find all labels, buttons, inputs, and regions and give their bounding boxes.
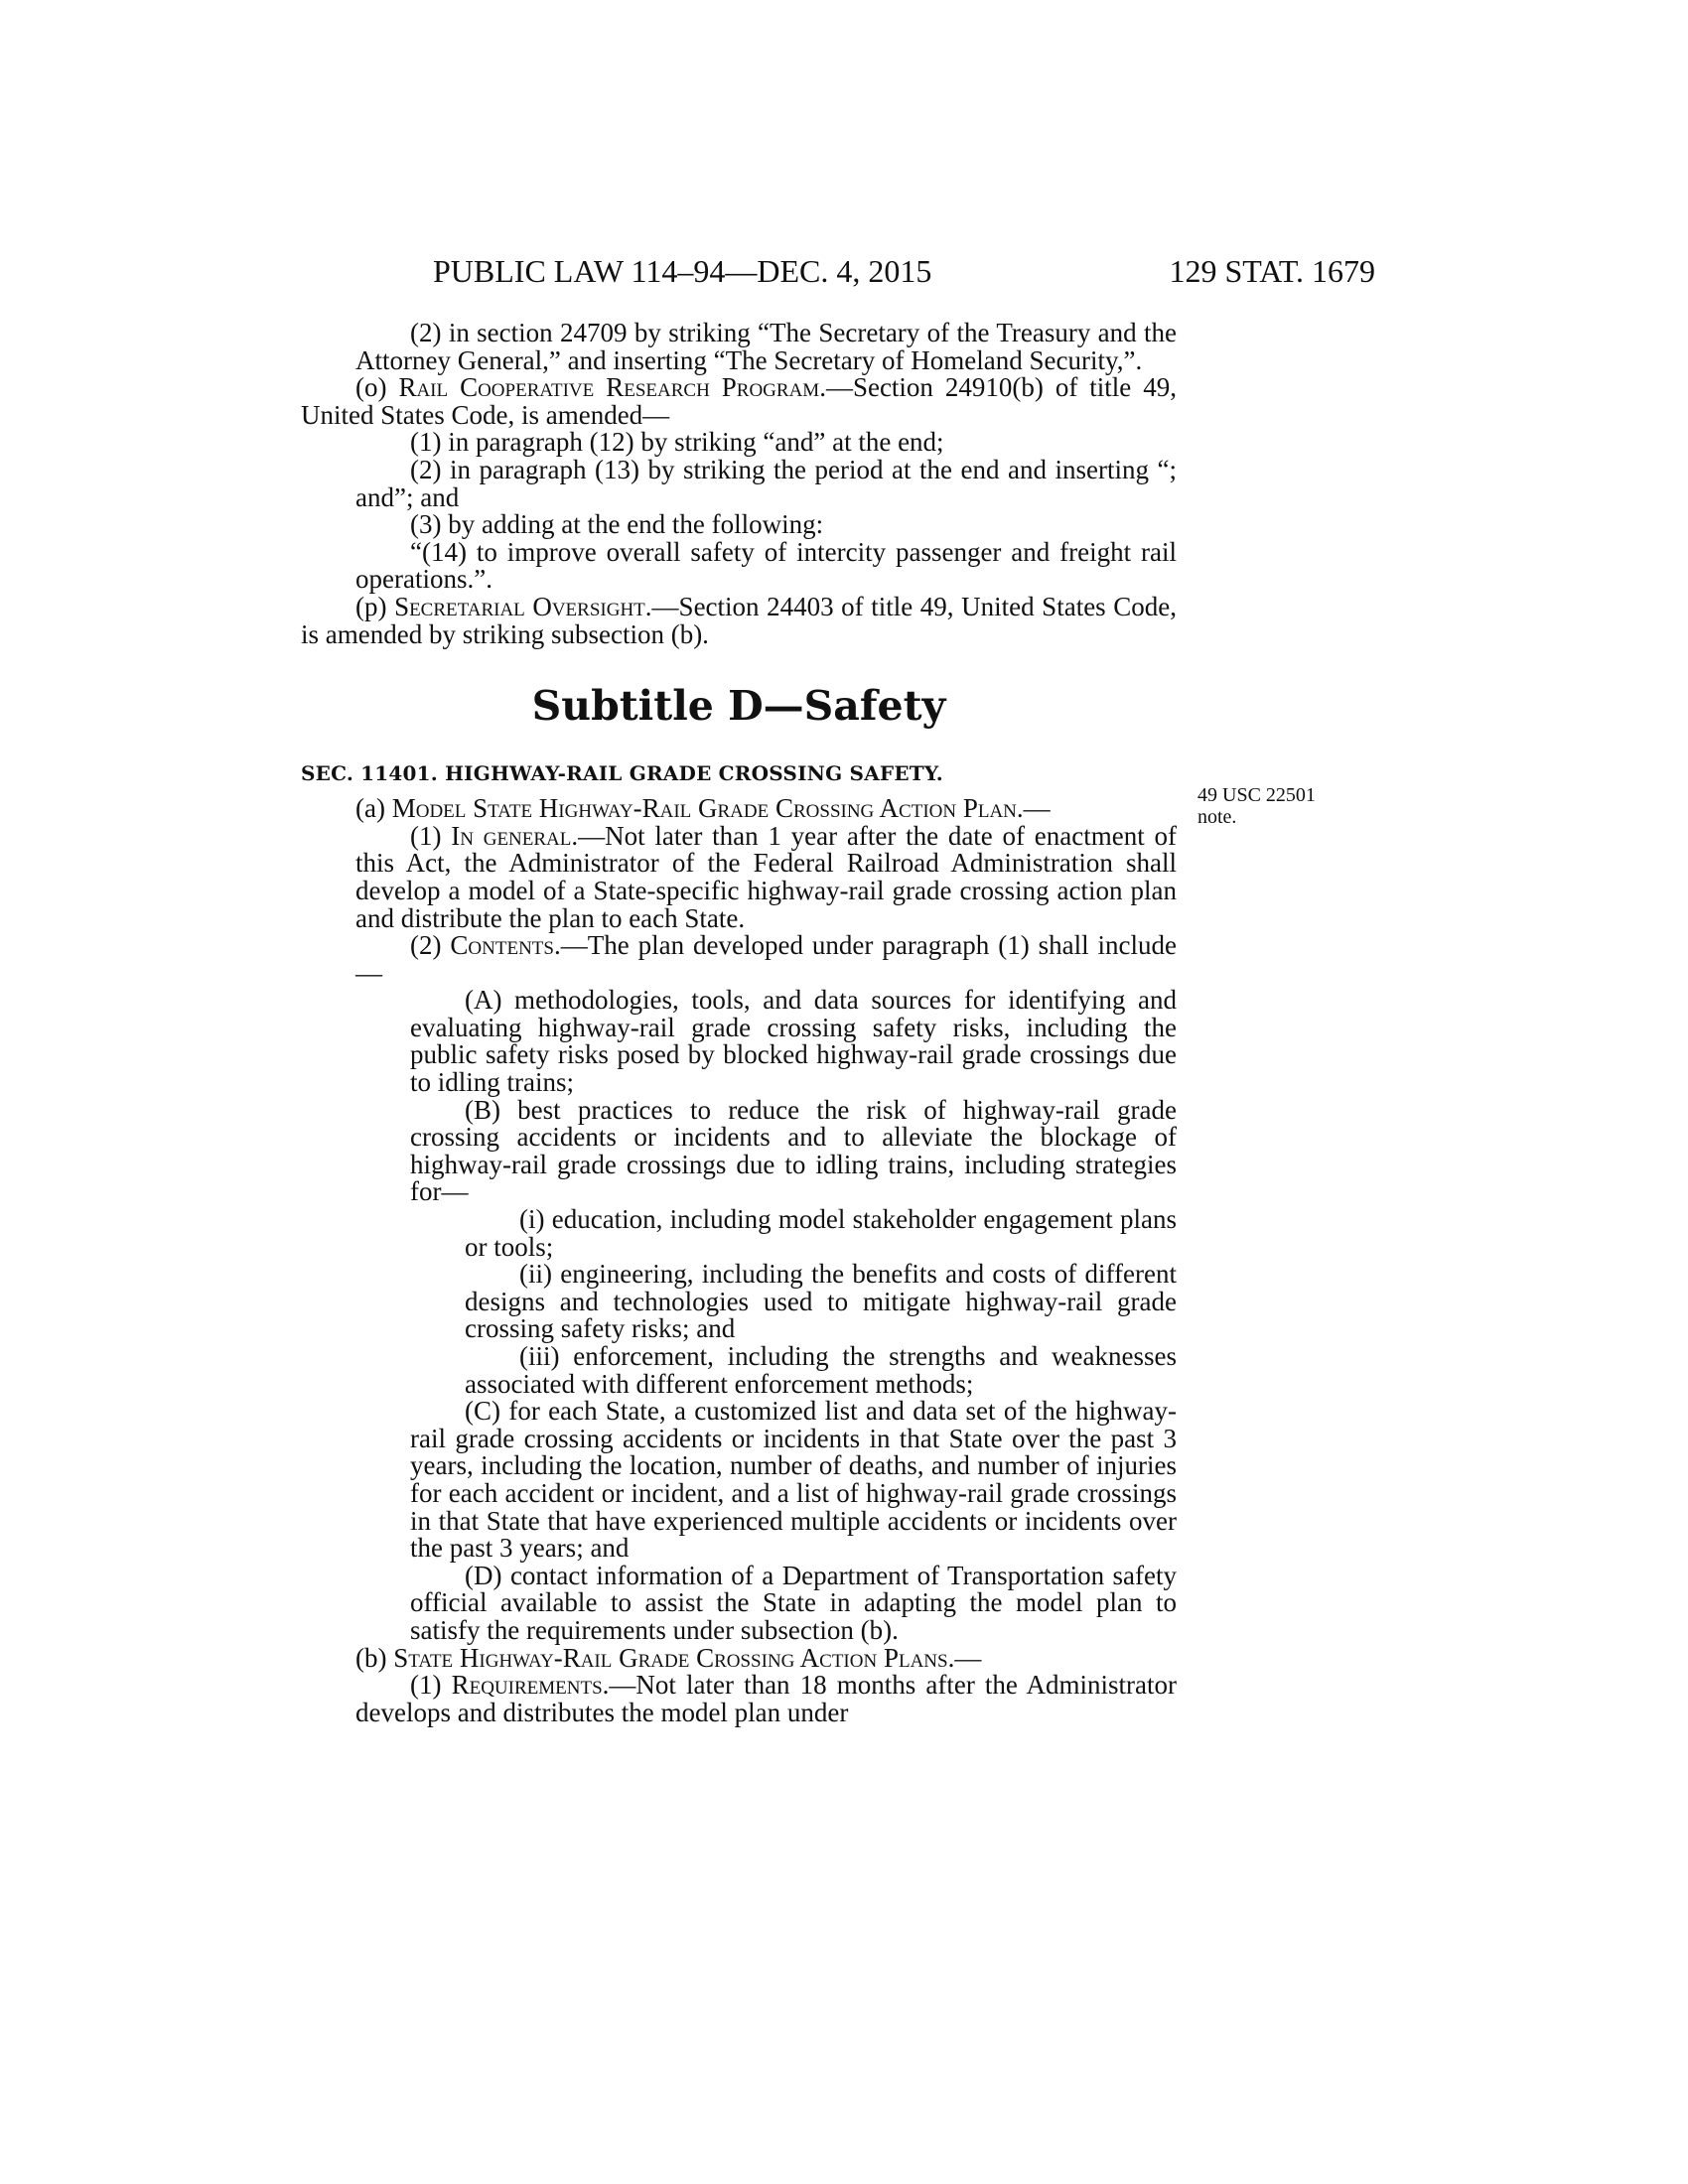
subparagraph-A: (A) methodologies, tools, and data sources for identifying and evaluating highway-rail grade crossing safety risks, including the public safety risks posed by blocked highway-rail grade crossings due to idling trains; [410,985,1177,1098]
margin-citation-note [1197,784,1346,828]
subsection-o-text: .—Section 24910(b) of title 49, United States Code, is amended— [301,372,1177,430]
subparagraph-D: (D) contact information of a Department of Transportation safety official available to assist the State in adapting the model plan to satisfy the requirements under subsection (b). [410,1560,1177,1645]
subtitle-heading: Subtitle D—Safety [531,682,946,731]
document-body [301,320,1177,1726]
page-header [298,253,1375,293]
subsection-b [301,1642,1177,1673]
paragraph-a2-text: .—The plan developed under paragraph (1) shall include— [355,930,1177,988]
paragraph-a1-heading: In general [451,820,572,851]
paragraph-24709-amendment: (2) in section 24709 by striking “The Secretary of the Treasury and the Attorney General,” and inserting “The Secretary of Homeland Security,”. [355,318,1177,375]
subparagraph-C: (C) for each State, a customized list and data set of the highway-rail grade crossing accidents or incidents in that State over the past 3 years, including the location, number of deaths, and number of injuries for each accident or incident, and a list of highway-rail grade crossings in that State that have experienced multiple accidents or incidents over the past 3 years; and [410,1396,1177,1564]
paragraph-a2-heading: Contents [450,930,554,961]
subsection-b-text: .— [947,1642,982,1673]
subsection-p-heading: Secretarial Oversight [394,591,645,621]
section-heading: SEC. 11401. HIGHWAY-RAIL GRADE CROSSING SAFETY. [301,761,943,786]
margin-citation: 49 USC 22501 [1197,784,1316,806]
paragraph-b1-text: .—Not later than 18 months after the Administrator develops and distributes the model plan under [355,1670,1178,1727]
clause-i: (i) education, including model stakeholder engagement plans or tools; [465,1204,1177,1262]
clause-ii: (ii) engineering, including the benefits and costs of different designs and technologies used to mitigate highway-rail grade crossing safety risks; and [465,1259,1177,1344]
running-title: PUBLIC LAW 114–94—DEC. 4, 2015 [433,253,932,289]
statute-page-number: 129 STAT. 1679 [1169,253,1375,289]
subsection-a-heading: Model State Highway-Rail Grade Crossing Action Plan [391,793,1017,824]
clause-iii: (iii) enforcement, including the strengths and weaknesses associated with different enforcement methods; [465,1341,1177,1399]
paragraph-a2 [301,932,1177,987]
subsection-o-item-1: (1) in paragraph (12) by striking “and” at the end; [410,427,944,458]
subsection-o-heading: Rail Cooperative Research Program [398,372,820,403]
paragraph-a1 [301,820,1177,933]
subsection-p-label: (p) [355,591,395,621]
paragraph-b1-label: (1) [410,1670,452,1701]
paragraph-a2-label: (2) [410,930,451,961]
subparagraph-B: (B) best practices to reduce the risk of highway-rail grade crossing accidents or incidents and to alleviate the blockage of highway-rail grade crossings due to idling trains, including strategies for— [410,1094,1177,1207]
subsection-b-heading: State Highway-Rail Grade Crossing Action Plans [393,1642,948,1673]
subsection-o-quoted-text: “(14) to improve overall safety of intercity passenger and freight rail operations.”. [355,536,1177,595]
margin-note-suffix: note. [1197,806,1237,828]
subsection-p [301,591,1177,649]
paragraph-b1 [301,1672,1177,1726]
subsection-a-label: (a) [355,793,392,824]
subsection-a-text: .— [1016,793,1051,824]
subsection-p-text: .—Section 24403 of title 49, United States Code, is amended by striking subsection (b). [301,591,1177,649]
subsection-o-label: (o) [355,372,399,403]
paragraph-a1-label: (1) [410,820,452,851]
paragraph-a1-text: .—Not later than 1 year after the date of enactment of this Act, the Administrator of the Federal Railroad Administration shall develop a model of a State-specific highway-rail grade crossing action plan and distribute the plan to each State. [355,820,1177,933]
subsection-o [301,374,1177,429]
subsection-b-label: (b) [355,1642,394,1673]
subsection-a [301,795,1177,823]
paragraph-b1-heading: Requirements [451,1670,603,1701]
subsection-o-item-2: (2) in paragraph (13) by striking the period at the end and inserting “; and”; and [355,454,1177,512]
subsection-o-item-3: (3) by adding at the end the following: [410,509,824,540]
